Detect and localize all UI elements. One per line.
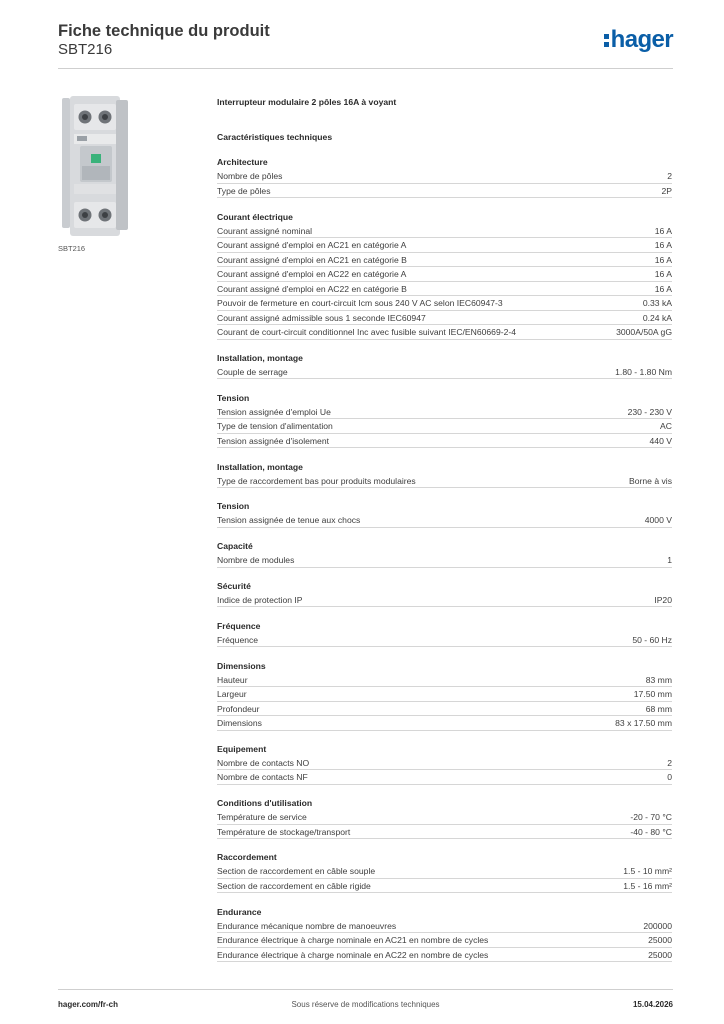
hager-logo [604,26,673,54]
product-name: Interrupteur modulaire 2 pôles 16A à voyant [217,97,397,107]
spec-value: 0.24 kA [642,312,672,323]
spec-row [217,553,672,568]
spec-content [217,96,672,962]
spec-label: Courant assigné d'emploi en AC22 en catégorie B [217,283,407,294]
section-title: Equipement [217,743,267,754]
spec-label: Largeur [217,689,247,700]
section-title: Installation, montage [217,461,303,472]
spec-row [217,948,672,963]
section-title: Courant électrique [217,211,293,222]
spec-row [217,474,672,489]
spec-value: 16 A [654,240,672,251]
spec-value: 50 - 60 Hz [632,634,672,645]
specs-heading: Caractéristiques techniques [217,132,333,142]
spec-value: 16 A [654,283,672,294]
spec-value: 17.50 mm [633,689,672,700]
page-header [58,22,673,69]
spec-row [217,253,672,268]
spec-row [217,933,672,948]
spec-value: 1.5 - 16 mm² [623,880,672,891]
section-title: Fréquence [217,620,261,631]
spec-value: 2P [661,185,672,196]
spec-row [217,365,672,380]
spec-value: 1.80 - 1.80 Nm [615,366,672,377]
modular-switch-product-icon [58,96,133,236]
section-title: Dimensions [217,660,266,671]
spec-label: Nombre de modules [217,555,295,566]
spec-value: AC [660,421,672,432]
spec-row [217,633,672,648]
spec-value: 16 A [654,225,672,236]
spec-row [217,282,672,297]
spec-label: Endurance électrique à charge nominale en AC21 en nombre de cycles [217,935,489,946]
spec-row [217,224,672,239]
spec-section [217,797,672,839]
spec-value: -40 - 80 °C [630,826,672,837]
spec-label: Tension assignée d'isolement [217,435,329,446]
spec-section [217,660,672,731]
spec-section [217,743,672,785]
spec-value: 440 V [649,435,672,446]
spec-value: 16 A [654,269,672,280]
spec-row [217,434,672,449]
product-reference: SBT216 [58,41,113,58]
spec-label: Tension assignée d'emploi Ue [217,406,331,417]
spec-value: Borne à vis [629,475,672,486]
spec-section [217,851,672,893]
footer-date: 15.04.2026 [632,1000,673,1009]
section-title: Capacité [217,541,253,552]
spec-row [217,419,672,434]
section-title: Installation, montage [217,352,303,363]
section-title: Raccordement [217,852,277,863]
spec-section [217,580,672,608]
spec-label: Courant assigné admissible sous 1 seconde IEC60947 [217,312,426,323]
spec-row [217,716,672,731]
spec-row [217,919,672,934]
spec-label: Endurance mécanique nombre de manoeuvres [217,920,397,931]
spec-row [217,311,672,326]
spec-row [217,810,672,825]
spec-row [217,169,672,184]
spec-section [217,392,672,449]
logo-wordmark: hager [610,26,673,53]
spec-row [217,238,672,253]
spec-row [217,825,672,840]
spec-value: 4000 V [644,515,672,526]
spec-value: 3000A/50A gG [616,327,672,338]
spec-label: Nombre de contacts NO [217,757,310,768]
section-title: Tension [217,501,250,512]
spec-row [217,879,672,894]
spec-value: 1 [667,555,672,566]
spec-row [217,325,672,340]
section-title: Sécurité [217,580,251,591]
spec-value: IP20 [654,594,672,605]
spec-label: Température de stockage/transport [217,826,351,837]
spec-section [217,211,672,340]
spec-label: Indice de protection IP [217,594,303,605]
spec-value: 83 x 17.50 mm [615,718,672,729]
spec-value: 25000 [648,949,672,960]
spec-label: Courant assigné d'emploi en AC21 en catégorie B [217,254,407,265]
spec-value: 1.5 - 10 mm² [623,866,672,877]
spec-value: 16 A [654,254,672,265]
spec-value: -20 - 70 °C [630,812,672,823]
spec-label: Courant de court-circuit conditionnel Inc avec fusible suivant IEC/EN60669-2-4 [217,327,517,338]
footer-notice: Sous réserve de modifications techniques [291,1000,440,1009]
spec-label: Courant assigné d'emploi en AC21 en catégorie A [217,240,407,251]
spec-section [217,620,672,648]
spec-label: Tension assignée de tenue aux chocs [217,515,361,526]
spec-section [217,352,672,380]
spec-label: Fréquence [217,634,259,645]
page-footer [58,989,673,1014]
spec-label: Température de service [217,812,307,823]
spec-row [217,864,672,879]
logo-dots-icon [604,34,609,50]
spec-section [217,906,672,963]
spec-sections [217,156,672,962]
document-title: Fiche technique du produit [58,22,270,40]
image-caption: SBT216 [58,244,86,253]
spec-row [217,513,672,528]
section-title: Conditions d'utilisation [217,798,313,809]
spec-section [217,540,672,568]
spec-label: Courant assigné d'emploi en AC22 en catégorie A [217,269,407,280]
spec-label: Type de tension d'alimentation [217,421,333,432]
spec-row [217,756,672,771]
spec-label: Type de pôles [217,185,271,196]
spec-value: 2 [667,171,672,182]
spec-value: 68 mm [645,703,672,714]
spec-label: Dimensions [217,718,262,729]
spec-label: Profondeur [217,703,260,714]
footer-website: hager.com/fr-ch [58,1000,119,1009]
section-title: Architecture [217,157,268,168]
spec-row [217,296,672,311]
spec-section [217,500,672,528]
spec-label: Section de raccordement en câble souple [217,866,376,877]
spec-row [217,405,672,420]
spec-label: Nombre de contacts NF [217,772,308,783]
spec-value: 230 - 230 V [627,406,672,417]
section-title: Endurance [217,906,262,917]
spec-label: Couple de serrage [217,366,288,377]
spec-label: Hauteur [217,674,248,685]
spec-row [217,673,672,688]
spec-row [217,593,672,608]
spec-row [217,267,672,282]
section-title: Tension [217,392,250,403]
spec-label: Nombre de pôles [217,171,283,182]
spec-label: Section de raccordement en câble rigide [217,880,371,891]
spec-section [217,156,672,198]
spec-row [217,770,672,785]
spec-value: 200000 [643,920,672,931]
spec-label: Endurance électrique à charge nominale en AC22 en nombre de cycles [217,949,489,960]
spec-section [217,461,672,489]
spec-value: 0.33 kA [642,298,672,309]
spec-value: 2 [667,757,672,768]
spec-row [217,184,672,199]
spec-value: 25000 [648,935,672,946]
spec-value: 83 mm [645,674,672,685]
spec-row [217,687,672,702]
spec-row [217,702,672,717]
spec-value: 0 [667,772,672,783]
spec-label: Pouvoir de fermeture en court-circuit Icm sous 240 V AC selon IEC60947-3 [217,298,503,309]
spec-label: Type de raccordement bas pour produits modulaires [217,475,416,486]
spec-label: Courant assigné nominal [217,225,313,236]
